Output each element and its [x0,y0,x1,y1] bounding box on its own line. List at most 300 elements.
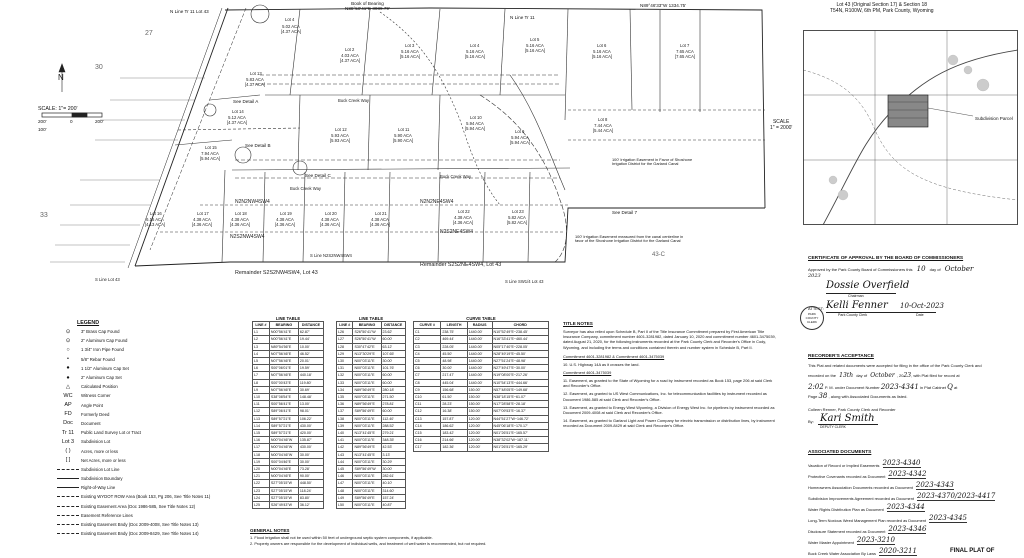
table-cell: 186.62' [441,422,467,429]
date-label: Date [916,313,924,317]
recorded-month: October [870,371,895,379]
associated-doc-number: 2020-3211 [878,547,917,555]
table-cell: L45 [337,466,353,473]
table-cell: L25 [253,502,270,509]
col-header: BEARING [353,322,381,329]
associated-doc-number: 2023-4340 [882,459,921,467]
section-number: 30 [95,64,103,71]
table-cell: 157.87' [441,415,467,422]
lot-label: Lot 14 [232,109,244,114]
lot-label: Lot 6 [597,43,607,48]
associated-doc-number: 2023-4346 [888,525,927,533]
table-row [253,350,324,357]
associated-item [808,501,1022,512]
remainder-label: Remainder S2S2NW4SW4, Lot 43 [235,270,318,276]
general-notes-heading: GENERAL NOTES [250,528,290,533]
table-cell: C6 [414,365,441,372]
legend-symbol: ⊙ [65,328,71,335]
table-row [253,386,324,393]
table-cell: 1440.00' [467,336,492,343]
table-cell: N07°56'46"E [269,386,298,393]
lot-label: Lot 2 [345,47,355,52]
table-row [337,394,406,401]
table-cell: S89°06'41"E [269,408,298,415]
legend-line-symbol [57,496,79,497]
table-cell: C14 [414,422,441,429]
table-cell: N16°33'41"E~460.44' [492,336,548,343]
lot-area: 5.16 ACA [5.16 ACA] [400,49,421,59]
table-cell: L16 [253,437,270,444]
legend-text: Calculated Position [81,384,118,390]
table-cell: N00°03'11"E [353,473,381,480]
seal-text: COUNTY CLERK [805,316,819,324]
lot-label: Lot 16 [150,211,162,216]
table-row [253,415,324,422]
curve-table [413,316,549,452]
table-row [337,343,406,350]
table-cell: N00°03'11"E [353,480,381,487]
table-cell: N00°04'46"W [269,444,298,451]
associated-item [808,479,1022,490]
associated-label: Vacation of Record or Implied Easements [808,463,880,468]
table-row [414,408,549,415]
legend-item [55,345,245,354]
table-cell: 288.52' [381,422,406,429]
legend-item [55,474,245,483]
legend-line-symbol [57,515,79,516]
legend-item [55,511,245,520]
table-row [414,401,549,408]
legend-item [55,364,245,373]
associated-item [808,457,1022,468]
table-cell: L29 [337,350,353,357]
table-row [253,336,324,343]
legend-list [55,327,245,538]
lot-area: 5.93 ACA [5.93 ACA] [330,133,351,143]
lot-area: 4.38 ACA [4.36 ACA] [320,217,341,227]
table-row [414,430,549,437]
legend-item [55,355,245,364]
general-note-2: 2. Property owners are responsible for the development of individual wells, and treatment of well water is recommended, but not required. [250,540,487,546]
table-cell: S27°05'15"W [269,487,298,494]
remainder-label: Remainder S2S2NE4SW4, Lot 43 [420,262,502,268]
approval-month: October [944,265,974,273]
table-cell: 214.66' [441,437,467,444]
table-row [337,372,406,379]
lot-area: 5.82 ACA [5.82 ACA] [507,215,528,225]
approved-text: Approved by the Park County Board of Commissioners this [808,267,913,272]
col-header: RADIUS [467,322,492,329]
table-cell: 98.01' [298,408,323,415]
table-cell: N17°28'58"E~28.18' [492,401,548,408]
table-row [414,358,549,365]
table-cell: N13°41'45"E [353,430,381,437]
table-cell: N89°56'49"E [353,444,381,451]
table-cell: 30.00' [381,358,406,365]
table-cell: L20 [253,466,270,473]
table-cell: S89°56'49"E [353,494,381,501]
recorder-text: recorded on the [808,372,837,378]
top-label-2: Book of Bearing N89°50'41"E 3089.79' [345,1,390,12]
table-cell: 135.87' [298,437,323,444]
table-cell: N13°41'45"E [353,451,381,458]
lot-label: Lot 17 [197,211,209,216]
table-cell: N00°03'11"E [353,502,381,509]
table-cell: L14 [253,422,270,429]
table-cell: 19.44' [298,336,323,343]
legend-text: Existing WYDOT ROW Area (Book 153, Pg 206, See Title Notes 11) [81,494,211,500]
lot-area: 5.94 ACA [5.94 ACA] [510,135,531,145]
associated-heading: ASSOCIATED DOCUMENTS [808,450,872,455]
associated-label: Water Rights Distribution Plan as Document [808,507,884,512]
table-cell: 1440.00' [467,365,492,372]
legend-text: 1 3/4" Iron Pipe Found [81,347,124,353]
title-note-13: 13. Easement, as granted to Energy West Wyoming, a Division of Energy West Inc. for pipelines by instrument recorded as Document 2009-4008 at said Clerk and Recorder's Office. [563,404,775,415]
table-row [337,329,406,336]
scale-label: SCALE: 1"= 200' [38,106,78,112]
table-row [337,466,406,473]
table-cell: L24 [253,494,270,501]
table-cell: L10 [253,394,270,401]
table-cell: L34 [337,386,353,393]
table-cell: C12 [414,408,441,415]
recorded-time: 2:02 [808,382,824,391]
commissioners-heading: CERTIFICATE OF APPROVAL BY THE BOARD OF COMMISSIONERS [808,256,964,261]
aliquot-label: N2N2NE4SW4 [420,199,454,205]
deputy-signature: Kari Smith [820,413,875,425]
recorder-text: , 20 [896,372,904,378]
recorder-text: in Plat Cabinet [919,384,946,390]
legend-item [55,336,245,345]
associated-item [808,534,1022,545]
legend-text: Formerly Deed [81,411,110,417]
legend-text: Existing Easement Bndy (Doc 2009-4008, See Title Notes 13) [81,522,199,528]
table-cell: S38°08'54"E [269,394,298,401]
table-cell: 1440.00' [467,358,492,365]
detail-note: See Detail 7 [612,210,638,215]
table-cell: C10 [414,394,441,401]
associated-list [808,457,1022,556]
table-row [337,437,406,444]
general-note-1: 1. Flood irrigation shall not be used within 50 feet of underground septic system components, if applicable. [250,534,433,540]
table-row [414,379,549,386]
table-cell: 10.00' [298,343,323,350]
table-cell: 30.00' [441,365,467,372]
lot-label: Lot 9 [515,129,525,134]
legend-item [55,529,245,538]
legend-text: 5/8" Rebar Found [81,356,115,362]
table-cell: C8 [414,379,441,386]
table-row [253,430,324,437]
table-cell: L40 [337,430,353,437]
table-cell: 119.80' [298,379,323,386]
table-cell: L1 [253,329,270,336]
lot-area: 7.65 ACA [7.65 ACA] [675,49,696,59]
title-note-10: 10. U.S. Highway 14A as it crosses the land. [563,361,640,367]
table-cell: 1440.00' [467,379,492,386]
table-row [337,487,406,494]
table-row [253,343,324,350]
scale-label-right: SCALE 1" = 2000' [770,119,793,131]
table-cell: L35 [337,394,353,401]
legend-text: 2" Aluminum Cap Found [81,338,128,344]
table-cell: N19°08'00"E~217.26' [492,372,548,379]
lot-label: Lot 21 [375,211,387,216]
table-cell: L42 [337,444,353,451]
table-cell: L50 [337,502,353,509]
legend-item [55,401,245,410]
table-cell: L23 [253,487,270,494]
day-of-text: day of [929,267,941,272]
recorder-text: Page [808,394,818,400]
table-row [253,444,324,451]
lot-label: Lot 10 [470,115,482,120]
table-cell: L30 [337,358,353,365]
legend-text: Net Acres, more or less [81,457,126,463]
table-row [337,458,406,465]
legend-item [55,446,245,455]
table-row [253,365,324,372]
table-cell: N89°56'49"E [353,401,381,408]
table-row [253,408,324,415]
legend-item [55,437,245,446]
table-cell: N13°30'29"E [353,350,381,357]
table-cell: L48 [337,487,353,494]
table-cell: L8 [253,379,270,386]
table-cell: 348.35' [381,437,406,444]
associated-doc-number: 2023-4344 [886,503,925,511]
table-row [337,415,406,422]
table-cell: L9 [253,386,270,393]
table-cell: 420.00' [298,430,323,437]
table-cell: L36 [337,401,353,408]
table-cell: 469.44' [441,336,467,343]
table-cell: 30.00' [298,458,323,465]
table-cell: 150.00' [467,394,492,401]
table-row [337,502,406,509]
lot-area: 4.38 ACA [4.36 ACA] [192,217,213,227]
table-row [337,408,406,415]
table-cell: 1440.00' [467,372,492,379]
title-notes [563,321,778,428]
associated-label: Homeowners Association Documents recorded as Document [808,485,913,490]
table-cell: 150.00' [467,386,492,393]
lot-area: 4.38 ACA [4.36 ACA] [230,217,251,227]
table-cell: L38 [337,415,353,422]
table-cell: 23.62' [381,329,406,336]
col-header: CHORD [492,322,548,329]
table-cell: L39 [337,422,353,429]
table-cell: C5 [414,358,441,365]
commissioners-certificate [805,256,1018,324]
table-cell: 19.59' [298,365,323,372]
legend-item [55,492,245,501]
table-cell: C3 [414,343,441,350]
title-note-12: 12. Easement, as granted to US West Communications, Inc. for telecommunication facilities by instrument recorded as Document 1986-585 at said Clerk and Recorder's Office. [563,391,767,402]
table-row [253,466,324,473]
legend-text: Easement Reference Lines [81,512,133,518]
table-row [253,458,324,465]
table-cell: 40.10' [381,480,406,487]
recorders-acceptance [808,354,1018,430]
associated-label: Buck Creek Water Association By Laws [808,551,876,556]
table-cell: L7 [253,372,270,379]
table-row [253,487,324,494]
legend-item [55,410,245,419]
attest-date: 10-Oct-2023 [900,302,944,310]
easement-note: 100' Irrigation Easement in Favor of Shoshone Irrigation District for the Garland Canal [612,157,693,167]
table-cell: S26°50'41"W [353,336,381,343]
title-note-11: 11. Easement, as granted to the State of Wyoming for a road by instrument recorded as Book 153, page 206 at said Clerk and Recorder's Office. [563,378,773,389]
legend-text: Right-of-Way Line [81,485,116,491]
table-cell: N38°32'02"W~187.11' [492,437,548,444]
table-cell: L6 [253,365,270,372]
scale-tick: 0 [70,119,73,124]
lot-area: 4.38 ACA [4.36 ACA] [275,217,296,227]
lot-area: 4.38 ACA [4.36 ACA] [370,217,391,227]
table-cell: 448.50' [298,480,323,487]
table-cell: L21 [253,473,270,480]
line-table-1-title: LINE TABLE [275,316,301,321]
table-cell: S26°49'43"W [269,502,298,509]
table-cell: C9 [414,386,441,393]
table-cell: N00°03'11"E [353,458,381,465]
recorder-text: day of [856,372,868,378]
table-cell: N10°54'13"E~444.66' [492,379,548,386]
table-cell: L12 [253,408,270,415]
lot-area: 5.83 ACA [4.37 ACA] [245,77,266,87]
table-cell: N00°04'46"W [269,451,298,458]
table-cell: N07°56'46"E [269,358,298,365]
lot-label: Lot 11 [398,127,410,132]
aliquot-label: N2S2NE4SW4 [440,229,474,235]
table-cell: N07°56'46"E [269,350,298,357]
lot-area: 5.12 ACA [4.37 ACA] [227,115,248,125]
recorder-text: at [953,384,958,390]
table-row [253,329,324,336]
col-header: LENGTH [441,322,467,329]
lot-label: Lot 20 [325,211,337,216]
table-row [253,372,324,379]
table-cell: 156.68' [441,386,467,393]
curve-table-title: CURVE TABLE [466,316,496,321]
table-row [414,350,549,357]
lot-area: 7.94 ACA [5.94 ACA] [200,151,221,161]
table-row [253,401,324,408]
table-row [337,480,406,487]
table-cell: S27°05'15"W [269,494,298,501]
table-cell: N00°03'11"E [353,422,381,429]
col-header: DISTANCE [381,322,406,329]
table-row [253,451,324,458]
associated-item [808,523,1022,534]
table-cell: 106.22' [298,415,323,422]
legend-item [55,419,245,428]
recorder-text: , with Plat filed for record at [911,372,960,378]
lot-label: Lot 7 [680,43,690,48]
table-cell: 20.01' [298,358,323,365]
lot-area: 4.03 ACA [4.37 ACA] [340,53,361,63]
table-cell: S27°05'15"W [269,480,298,487]
bottom-label: S Line Lot 43 [95,277,120,282]
table-row [253,480,324,487]
table-cell: N00°04'46"E [269,466,298,473]
table-cell: S89°56'49"W [353,466,381,473]
attest-label: ATTEST: [808,306,824,311]
lot-label: Lot 3 [405,43,415,48]
plat-cabinet: Q [947,382,953,391]
table-cell: L2 [253,336,270,343]
legend-text: Witness Corner [81,393,111,399]
legend-text: Subdivision Lot [81,439,111,445]
table-row [414,386,549,393]
lot-label: Lot 23 [512,209,524,214]
table-cell: N45°06'18"E~170.17' [492,422,548,429]
table-cell: 48.98' [441,358,467,365]
table-row [337,358,406,365]
legend-text: 3" Brass Cap Found [81,329,120,335]
associated-label: Subdivision Improvements Agreement recorded as Document [808,496,914,501]
legend-symbol: ( ) [65,448,71,455]
table-cell: 36.12' [298,502,323,509]
lot-label: Lot 15 [205,145,217,150]
legend-line-symbol [57,487,79,488]
plat-page: 38 [818,392,828,401]
table-row [337,379,406,386]
lot-area: 5.16 ACA [5.16 ACA] [592,49,613,59]
lot-label: Lot 5 [530,37,540,42]
legend-line-symbol [57,478,79,479]
subdivision-parcel-note: Subdivision Parcel [975,116,1013,121]
table-cell: S89°56'49"E [353,408,381,415]
table-cell: 42.53' [381,444,406,451]
legend-text: Document [81,420,101,426]
legend-item [55,520,245,529]
vicinity-title: Lot 43 (Original Section 17) & Section 18 T54N, R100W, 6th PM, Park County, Wyoming [830,2,934,14]
table-cell: N07°09'53"E~16.37' [492,408,548,415]
table-cell: 217.47' [441,372,467,379]
vicinity-map [803,30,1018,225]
table-cell: 430.00' [298,444,323,451]
table-cell: L43 [337,451,353,458]
table-cell: N05°17'40"E~228.05' [492,343,548,350]
table-cell: N28°49'19"E~45.50' [492,350,548,357]
top-label-1: N Line Tr 11 Lot 43 [170,9,209,14]
clerk-name: Colleen Renner, Park County Clerk and Recorder [808,406,896,412]
approval-year: 2023 [808,273,821,279]
table-cell: L19 [253,458,270,465]
table-cell: L44 [337,458,353,465]
legend-symbol: ● [66,365,70,372]
section-number: 43-C [652,252,666,258]
table-cell: L27 [337,336,353,343]
final-plat-title: FINAL PLAT OF [950,548,995,554]
county-seal [800,306,824,330]
table-cell: C11 [414,401,441,408]
legend-text: Existing Easement Bndy (Doc 2009-8429, See Title Notes 14) [81,531,199,537]
table-row [414,415,549,422]
lot-area: 5.94 ACA [5.94 ACA] [465,121,486,131]
recorder-heading: RECORDER'S ACCEPTANCE [808,354,874,359]
table-row [337,386,406,393]
table-cell: L5 [253,358,270,365]
table-cell: S26°50'41"W [353,329,381,336]
top-label-4: N89°46'33"W 1334.75' [640,3,687,8]
table-cell: S00°04'46"E [269,458,298,465]
table-cell: 60.00' [381,408,406,415]
scale-tick: 200' [95,119,104,124]
lot-area: 5.02 ACA [4.37 ACA] [281,24,302,34]
